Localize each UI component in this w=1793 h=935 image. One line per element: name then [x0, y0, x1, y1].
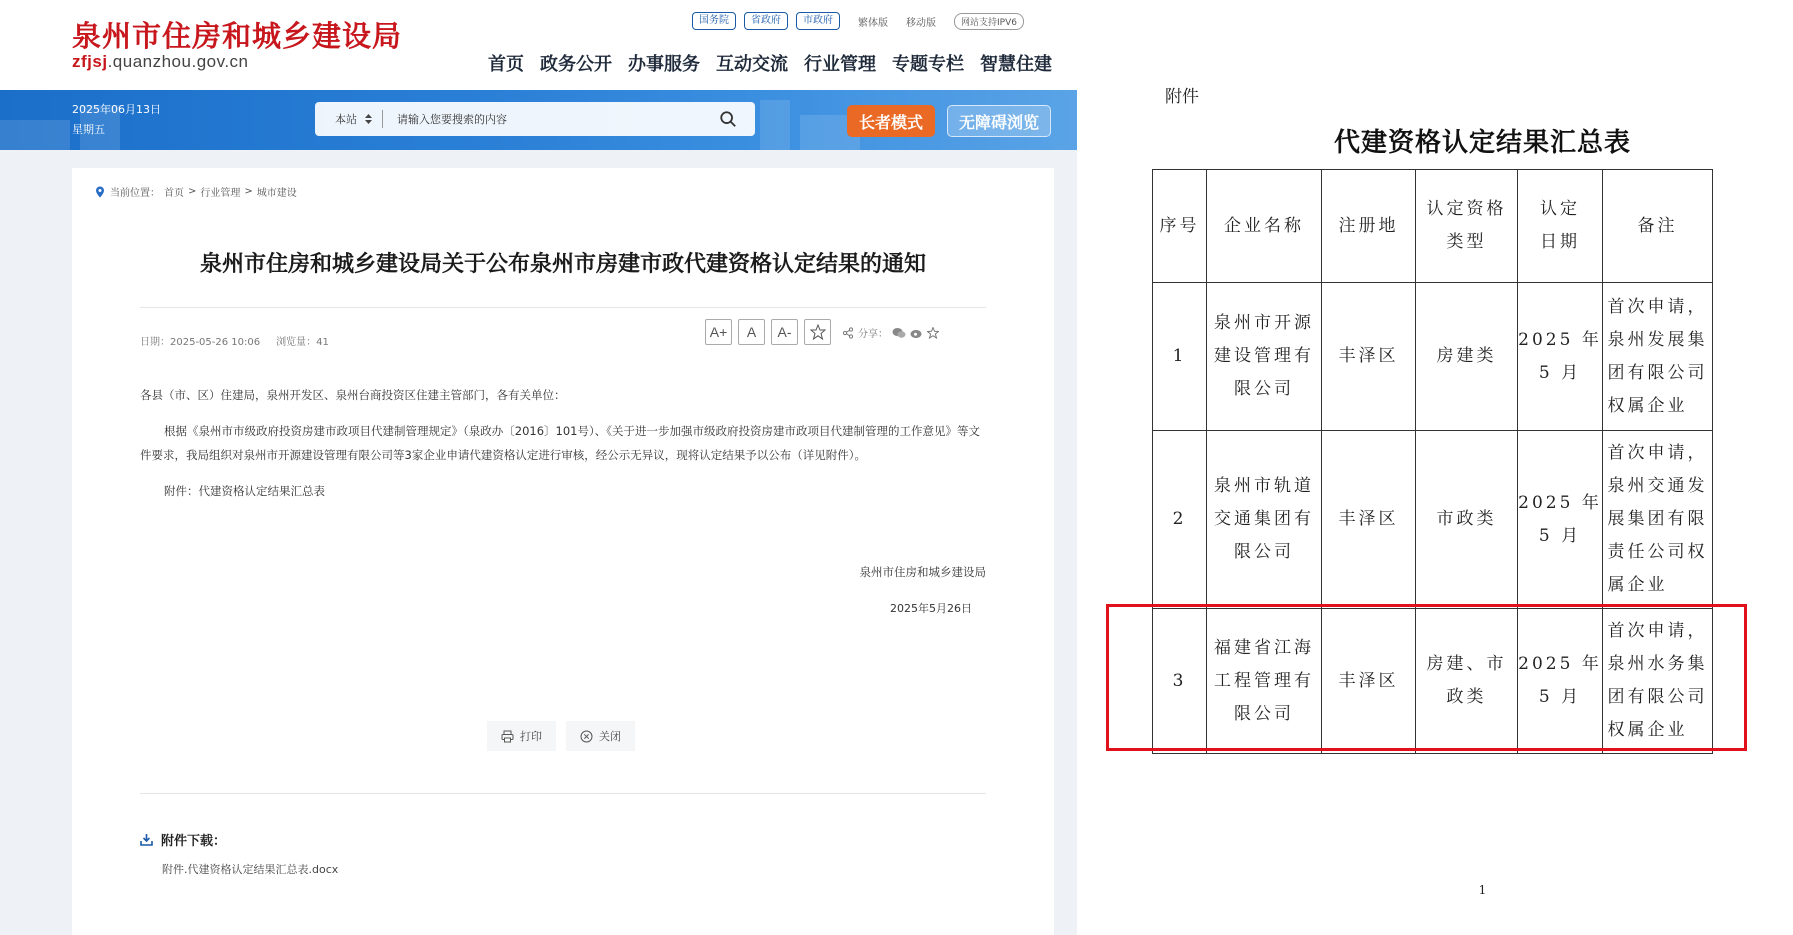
- header-cell-company: 企业名称: [1207, 170, 1322, 283]
- site-header: [0, 0, 1077, 90]
- table-row: [1153, 431, 1713, 609]
- star-icon: [810, 324, 826, 340]
- paragraph-main: 根据《泉州市市级政府投资房建市政项目代建制管理规定》（泉政办〔2016〕101号）、《关于进一步加强市级政府投资房建市政项目代建制管理的工作意见》等文件要求，我局组织对泉州市开源建设管理有限公司等3家企业申请代建资格认定进行审核，经公示无异议，现将认定结果予以公布（详见附件）。: [140, 424, 980, 462]
- top-links: [692, 10, 1024, 32]
- breadcrumb-industry[interactable]: 行业管理: [200, 188, 241, 199]
- cell-location: 丰泽区: [1322, 431, 1416, 609]
- title-divider: [140, 307, 986, 308]
- location-pin-icon: [94, 186, 106, 198]
- publish-date: 日期：2025-05-26 10:06: [140, 337, 261, 348]
- nav-home[interactable]: 首页: [488, 54, 524, 75]
- header-cell-remark: 备注: [1603, 170, 1713, 283]
- cell-location: 丰泽区: [1322, 283, 1416, 431]
- table-header-row: [1153, 170, 1713, 283]
- search-input[interactable]: [383, 113, 683, 126]
- header-cell-location: 注册地: [1322, 170, 1416, 283]
- qzone-star-icon[interactable]: [927, 327, 939, 339]
- header-cell-date: 认定 日期: [1518, 170, 1603, 283]
- search-banner: [0, 90, 1077, 150]
- domain-rest: .quanzhou.gov.cn: [107, 52, 249, 71]
- site-domain: [72, 52, 249, 72]
- current-date: [72, 100, 161, 140]
- site-logo-title[interactable]: 泉州市住房和城乡建设局: [72, 19, 403, 53]
- cell-no: 1: [1153, 283, 1207, 431]
- printer-icon: [501, 730, 514, 743]
- search-box: [315, 102, 755, 136]
- attachment-download-link[interactable]: 附件.代建资格认定结果汇总表.docx: [162, 863, 339, 876]
- cell-company: 福建省江海 工程管理有 限公司: [1207, 609, 1322, 754]
- breadcrumb-prefix: 当前位置：: [110, 188, 160, 199]
- cell-no: 3: [1153, 609, 1207, 754]
- page-number: 1: [1478, 883, 1487, 897]
- link-mobile[interactable]: 移动版: [906, 17, 936, 29]
- font-reset-button[interactable]: A: [738, 319, 765, 345]
- article-body: [140, 383, 986, 515]
- download-icon: [140, 833, 153, 846]
- cell-date: 2025 年 5 月: [1518, 609, 1603, 754]
- cell-type: 房建、市 政类: [1416, 609, 1518, 754]
- domain-prefix: zfjsj: [72, 52, 108, 71]
- share-icon: [842, 327, 854, 339]
- doc-attachment-label: 附件: [1165, 87, 1199, 107]
- link-state-council[interactable]: 国务院: [692, 12, 736, 30]
- salutation: 各县（市、区）住建局，泉州开发区、泉州台商投资区住建主管部门，各有关单位：: [140, 388, 566, 402]
- date-text: 2025年06月13日: [72, 103, 161, 116]
- results-table: [1152, 169, 1713, 754]
- table-row: [1153, 283, 1713, 431]
- cell-type: 房建类: [1416, 283, 1518, 431]
- breadcrumb: [94, 184, 297, 199]
- link-traditional[interactable]: 繁体版: [858, 17, 888, 29]
- breadcrumb-sep: >: [244, 186, 253, 197]
- link-province-gov[interactable]: 省政府: [744, 12, 788, 30]
- header-cell-type: 认定资格 类型: [1416, 170, 1518, 283]
- share-label: 分享：: [858, 329, 888, 340]
- nav-industry[interactable]: 行业管理: [804, 54, 876, 75]
- breadcrumb-urban[interactable]: 城市建设: [256, 188, 297, 199]
- search-scope-select[interactable]: [315, 110, 383, 128]
- breadcrumb-home[interactable]: 首页: [164, 188, 184, 199]
- article-actions: [487, 721, 635, 751]
- search-scope-label: 本站: [335, 113, 357, 126]
- article-title: 泉州市住房和城乡建设局关于公布泉州市房建市政代建资格认定结果的通知: [199, 252, 926, 277]
- view-count: 浏览量：41: [276, 337, 329, 348]
- cell-no: 2: [1153, 431, 1207, 609]
- main-nav: [488, 50, 1052, 76]
- weibo-icon[interactable]: [910, 327, 923, 339]
- font-size-tools: [705, 319, 831, 345]
- nav-topics[interactable]: 专题专栏: [892, 54, 964, 75]
- wechat-icon[interactable]: [892, 327, 906, 339]
- nav-smart[interactable]: 智慧住建: [980, 54, 1052, 75]
- close-button[interactable]: [566, 721, 635, 751]
- link-city-gov[interactable]: 市政府: [796, 12, 840, 30]
- sign-date: 2025年5月26日: [890, 602, 972, 615]
- close-circle-icon: [580, 730, 593, 743]
- cell-remark: 首次申请， 泉州交通发 展集团有限 责任公司权 属企业: [1603, 431, 1713, 609]
- attachments-title: 附件下载：: [161, 834, 227, 849]
- nav-interaction[interactable]: 互动交流: [716, 54, 788, 75]
- cell-remark: 首次申请， 泉州发展集 团有限公司 权属企业: [1603, 283, 1713, 431]
- print-label: 打印: [520, 730, 542, 743]
- share-bar: [842, 325, 939, 340]
- cell-remark: 首次申请， 泉州水务集 团有限公司 权属企业: [1603, 609, 1713, 754]
- breadcrumb-sep: >: [188, 186, 197, 197]
- attachments-divider: [140, 793, 986, 794]
- article-container: [72, 168, 1054, 935]
- attachment-document: [1077, 0, 1793, 935]
- nav-services[interactable]: 办事服务: [628, 54, 700, 75]
- cell-company: 泉州市轨道 交通集团有 限公司: [1207, 431, 1322, 609]
- cell-company: 泉州市开源 建设管理有 限公司: [1207, 283, 1322, 431]
- font-increase-button[interactable]: A+: [705, 319, 732, 345]
- cell-location: 丰泽区: [1322, 609, 1416, 754]
- signer: 泉州市住房和城乡建设局: [859, 565, 986, 579]
- attachments-header: [140, 830, 226, 849]
- cell-type: 市政类: [1416, 431, 1518, 609]
- sort-arrows-icon: [365, 114, 372, 124]
- elder-mode-button[interactable]: 长者模式: [847, 105, 935, 137]
- favorite-star-button[interactable]: [804, 319, 831, 345]
- table-row: [1153, 609, 1713, 754]
- weekday-text: 星期五: [72, 123, 105, 136]
- header-cell-no: 序号: [1153, 170, 1207, 283]
- accessible-browse-button[interactable]: 无障碍浏览: [947, 105, 1051, 137]
- print-button[interactable]: [487, 721, 556, 751]
- doc-title: 代建资格认定结果汇总表: [1333, 128, 1631, 158]
- search-icon[interactable]: [719, 110, 737, 128]
- cell-date: 2025 年 5 月: [1518, 283, 1603, 431]
- ipv6-badge: 网站支持IPV6: [954, 13, 1024, 30]
- article-meta: [140, 333, 329, 348]
- close-label: 关闭: [599, 730, 621, 743]
- font-decrease-button[interactable]: A-: [771, 319, 798, 345]
- attachment-line: 附件：代建资格认定结果汇总表: [164, 484, 325, 498]
- nav-gov-affairs[interactable]: 政务公开: [540, 54, 612, 75]
- cell-date: 2025 年 5 月: [1518, 431, 1603, 609]
